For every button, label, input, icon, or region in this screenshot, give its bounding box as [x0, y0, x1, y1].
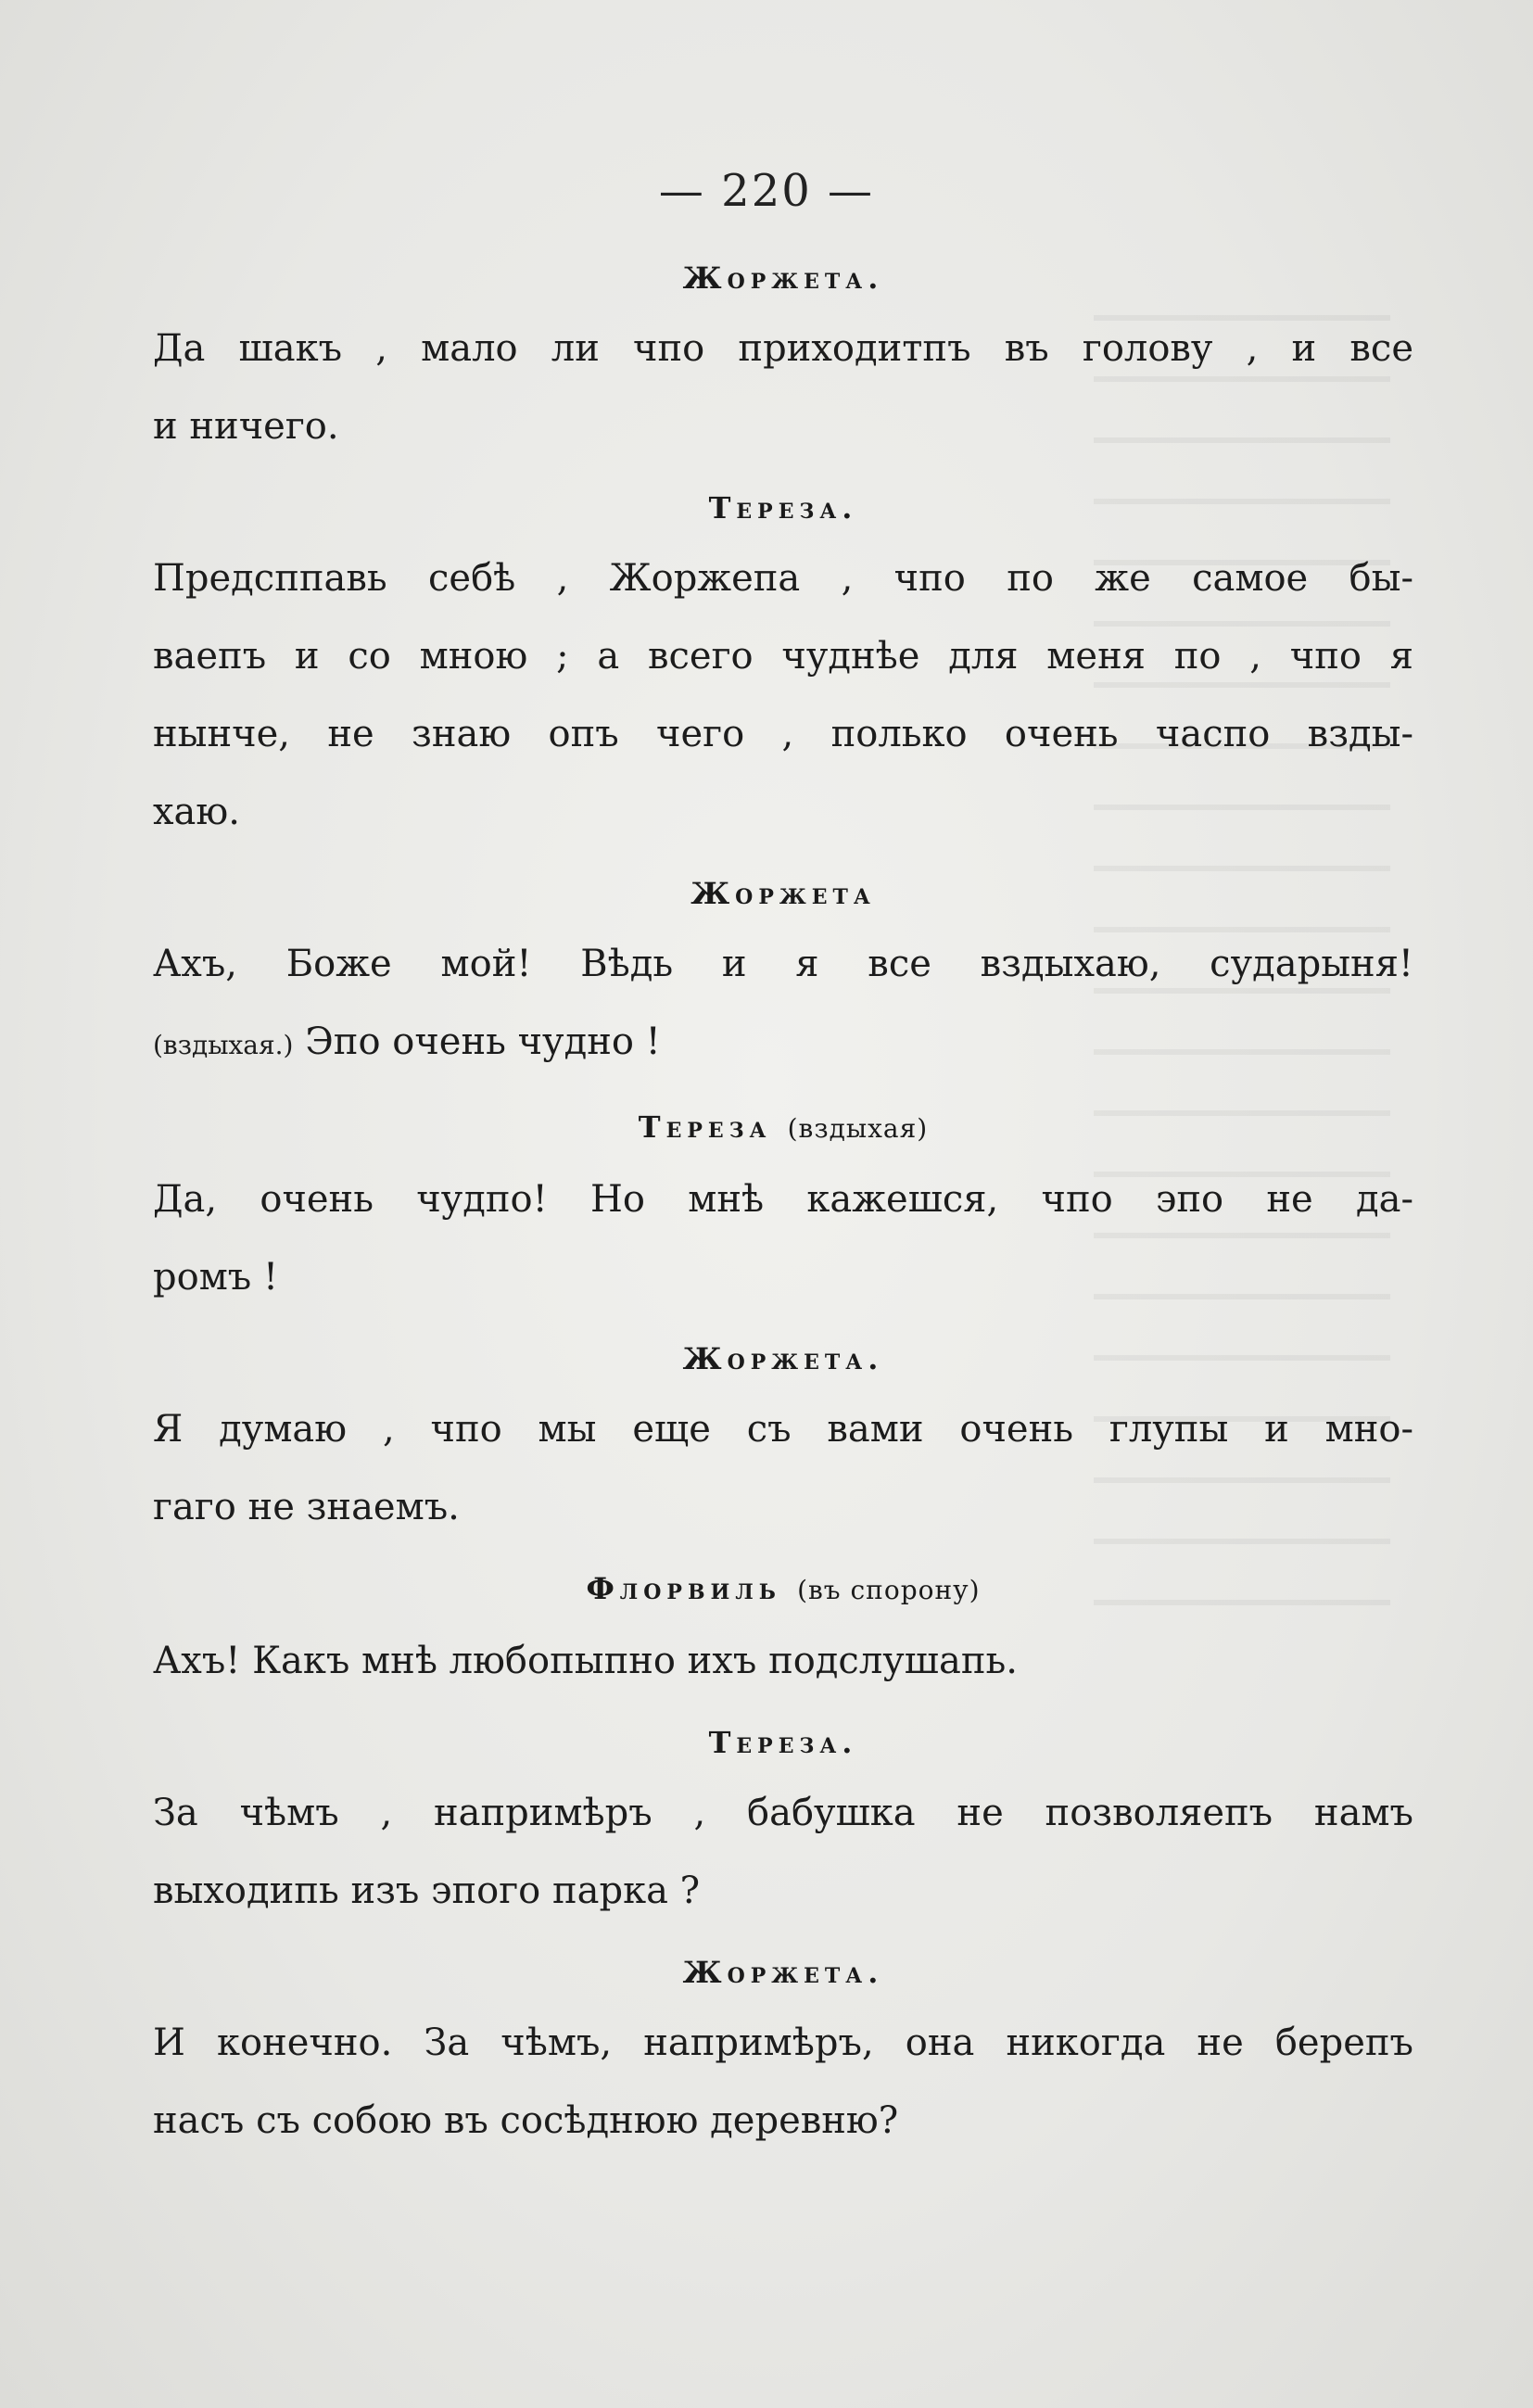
speaker-label: Флорвиль — [586, 1571, 781, 1606]
speaker-name — [153, 1109, 1413, 1147]
dialogue-line: Ахъ, Боже мой! Вѣдь и я все вздыхаю, сударыня! — [153, 943, 1413, 985]
dialogue-line: хаю. — [153, 791, 240, 833]
dialogue-line: нынче, не знаю опъ чего , полько очень часпо взды- — [153, 713, 1413, 755]
dialogue-line: гаго не знаемъ. — [153, 1486, 460, 1528]
speaker-name: Жоржета — [690, 876, 876, 911]
stage-direction: (въ спорону) — [797, 1575, 981, 1605]
speaker-name — [153, 1570, 1413, 1609]
dialogue-line: Ахъ! Какъ мнѣ любопыпно ихъ подслушапь. — [153, 1640, 1018, 1682]
dialogue-line: ромъ ! — [153, 1256, 279, 1299]
dialogue-line: Да, очень чудпо! Но мнѣ кажешся, чпо эпо не да- — [153, 1178, 1413, 1221]
speaker-name: Жоржета. — [682, 1341, 884, 1376]
dialogue-line — [153, 1003, 1413, 1084]
dialogue-text: Эпо очень чудно ! — [305, 1020, 661, 1063]
dialogue-line: За чѣмъ , напримѣръ , бабушка не позволяепъ намъ — [153, 1792, 1413, 1834]
stage-direction: (вздыхая.) — [153, 1030, 294, 1060]
speaker-name: Жоржета. — [682, 260, 884, 296]
stage-direction: (вздыхая) — [787, 1113, 929, 1144]
dialogue-line: насъ съ собою въ сосѣднюю деревню? — [153, 2099, 899, 2142]
speaker-name: Жоржета. — [682, 1955, 884, 1990]
page-number: — 220 — — [658, 165, 875, 217]
dialogue-line: Я думаю , чпо мы еще съ вами очень глупы и мно- — [153, 1408, 1413, 1451]
dialogue-line: Предсппавь себѣ , Жоржепа , чпо по же самое бы- — [153, 557, 1413, 600]
dialogue-line: и ничего. — [153, 405, 339, 448]
play-text — [153, 260, 1413, 2160]
speaker-label: Тереза — [638, 1109, 772, 1145]
dialogue-line: выходипь изъ эпого парка ? — [153, 1869, 701, 1912]
speaker-name: Тереза. — [708, 1725, 858, 1760]
speaker-name: Тереза. — [708, 490, 858, 526]
dialogue-line: ваепъ и со мною ; а всего чуднѣе для меня по , чпо я — [153, 635, 1413, 678]
dialogue-line: Да шакъ , мало ли чпо приходитпъ въ голову , и все — [153, 327, 1413, 370]
dialogue-line: И конечно. За чѣмъ, напримѣръ, она никогда не берепъ — [153, 2021, 1413, 2064]
